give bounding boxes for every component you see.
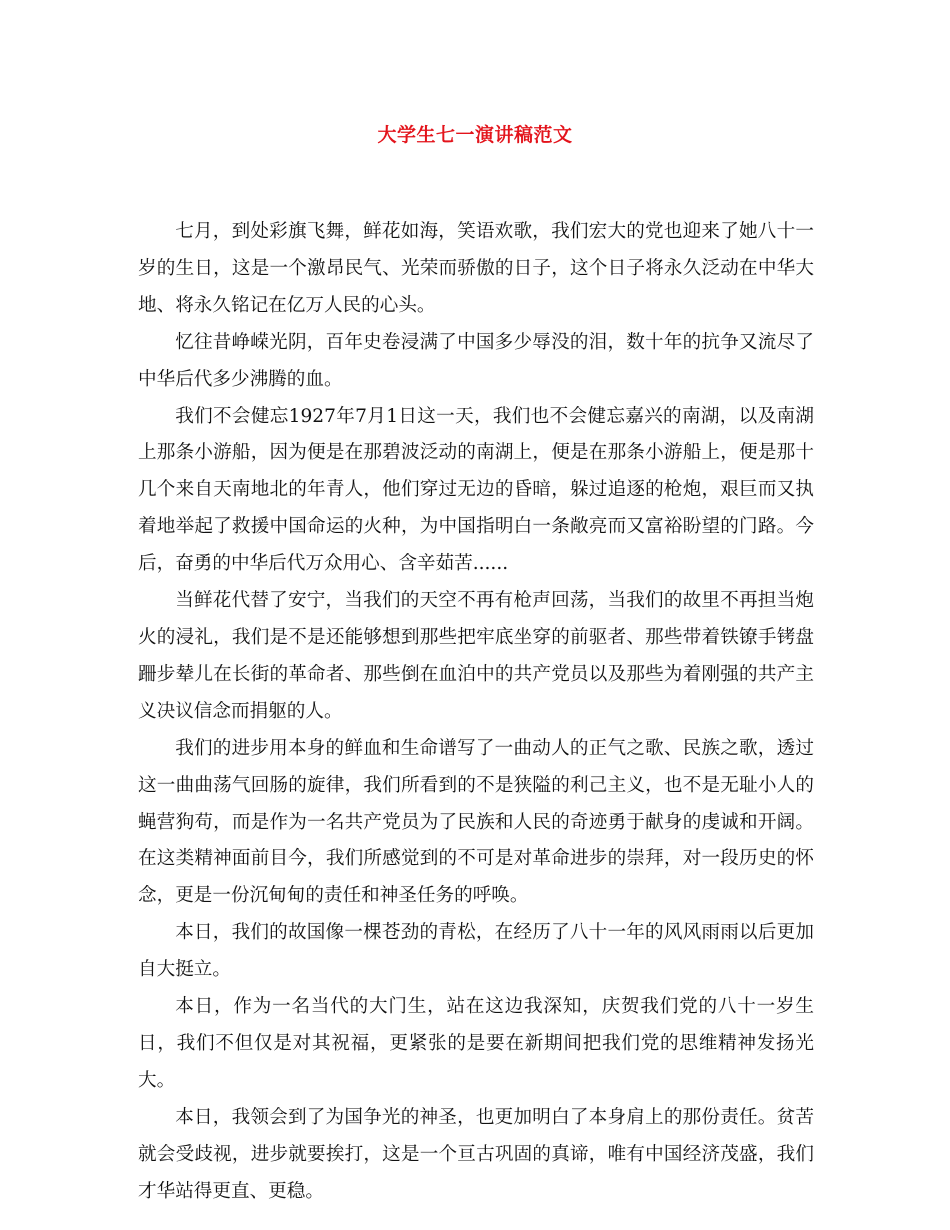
paragraph: 我们不会健忘1927年7月1日这一天，我们也不会健忘嘉兴的南湖，以及南湖上那条小游船，因为便是在那碧波泛动的南湖上，便是在那条小游船上，便是那十几个来自天南地北的年青人，他们穿过无边的昏暗，躲过追逐的枪炮，艰巨而又执着地举起了救援中国命运的火种，为中国指明白一条敞亮而又富裕盼望的门路。今后，奋勇的中华后代万众用心、含辛茹苦...... <box>138 405 814 575</box>
paragraph: 本日，作为一名当代的大门生，站在这边我深知，庆贺我们党的八十一岁生日，我们不但仅是对其祝福，更紧张的是要在新期间把我们党的思维精神发扬光大。 <box>138 996 814 1091</box>
paragraph: 本日，我们的故国像一棵苍劲的青松，在经历了八十一年的风风雨雨以后更加自大挺立。 <box>138 922 814 981</box>
paragraph: 忆往昔峥嵘光阴，百年史卷浸满了中国多少辱没的泪，数十年的抗争又流尽了中华后代多少沸腾的血。 <box>138 331 814 390</box>
paragraph: 七月，到处彩旗飞舞，鲜花如海，笑语欢歌，我们宏大的党也迎来了她八十一岁的生日，这是一个激昂民气、光荣而骄傲的日子，这个日子将永久泛动在中华大地、将永久铭记在亿万人民的心头。 <box>138 221 814 316</box>
document-title: 大学生七一演讲稿范文 <box>377 124 573 146</box>
paragraph: 我们的进步用本身的鲜血和生命谱写了一曲动人的正气之歌、民族之歌，透过这一曲曲荡气回肠的旋律，我们所看到的不是狭隘的利己主义，也不是无耻小人的蝇营狗苟，而是作为一名共产党员为了民族和人民的奇迹勇于献身的虔诚和开阔。在这类精神面前目今，我们所感觉到的不可是对革命进步的崇拜，对一段历史的怀念，更是一份沉甸甸的责任和神圣任务的呼唤。 <box>138 737 814 907</box>
paragraph: 本日，我领会到了为国争光的神圣，也更加明白了本身肩上的那份责任。贫苦就会受歧视，进步就要挨打，这是一个亘古巩固的真谛，唯有中国经济茂盛，我们才华站得更直、更稳。 <box>138 1106 814 1202</box>
document-body <box>138 214 814 1210</box>
paragraph: 当鲜花代替了安宁，当我们的天空不再有枪声回荡，当我们的故里不再担当炮火的浸礼，我们是不是还能够想到那些把牢底坐穿的前驱者、那些带着铁镣手铐盘跚步辇儿在长街的革命者、那些倒在血泊中的共产党员以及那些为着刚强的共产主义决议信念而捐躯的人。 <box>138 590 814 722</box>
